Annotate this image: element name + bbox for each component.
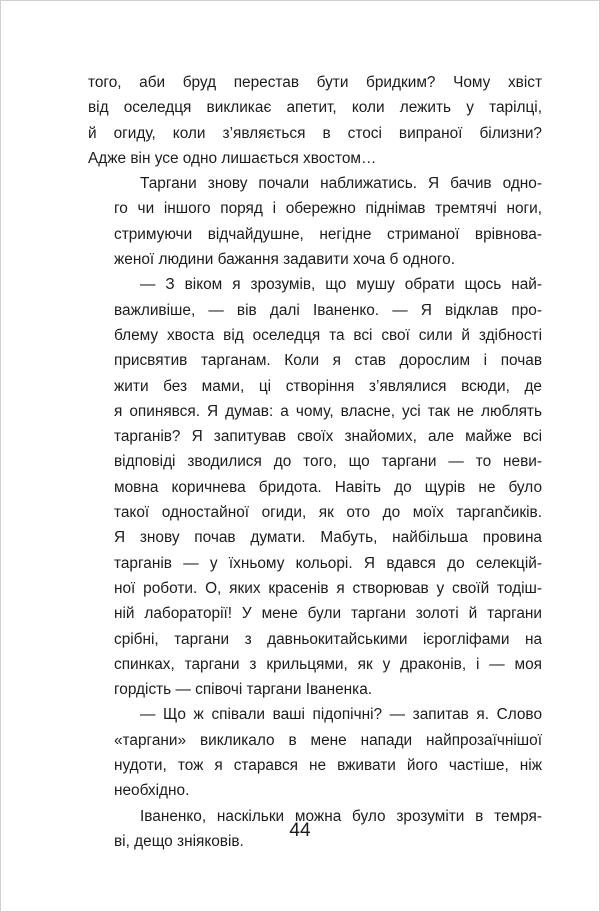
text-line: присвятив тарганам. Коли я став дорослим і почав xyxy=(114,352,542,370)
text-line: ній лабораторії! У мене були таргани золоті й таргани xyxy=(114,605,542,623)
text-line: нудоти, тож я старався не вживати його частіше, ніж xyxy=(114,757,542,775)
text-line: того, аби бруд перестав бути бридким? Чому хвіст xyxy=(88,74,542,91)
text-line: «таргани» викликало в мене напади найпрозаїчнішої xyxy=(114,731,542,749)
text-line: тарганів — у їхньому кольорі. Я вдався до селекцій- xyxy=(114,554,542,572)
paragraph-2 xyxy=(88,171,542,272)
text-line: Я знову почав думати. Мабуть, найбільша провина xyxy=(114,529,542,547)
paragraph-4 xyxy=(88,702,542,803)
text-line: я опинявся. Я думав: а чому, власне, усі так не люблять xyxy=(114,402,542,420)
text-line: й огиду, коли з’являється в стосі випраної білизни? xyxy=(88,124,542,142)
text-line: — З віком я зрозумів, що мушу обрати щось най- xyxy=(140,276,542,294)
text-line: Таргани знову почали наближатись. Я бачив одно- xyxy=(140,175,542,193)
paragraph-3 xyxy=(88,272,542,702)
text-line: мовна коричнева бридота. Навіть до щурів не було xyxy=(114,478,542,496)
text-line: важливіше, — вів далі Іваненко. — Я відклав про- xyxy=(114,301,542,319)
text-line: стримуючи відчайдушне, негідне стриманої врівнова- xyxy=(114,225,542,243)
paragraph-1 xyxy=(88,70,542,171)
text-line: — Що ж співали ваші підопічні? — запитав я. Слово xyxy=(140,706,542,724)
text-line: Іваненко, наскільки можна було зрозуміти в темря- xyxy=(140,807,542,825)
text-line: такої одностайної огиди, як ото до моїх таргančиків. xyxy=(114,504,542,522)
text-line: необхідно. xyxy=(114,782,190,800)
text-line: го чи іншого поряд і обережно піднімав тремтячі ноги, xyxy=(114,200,542,218)
text-line: від оселедця викликає апетит, коли лежить у тарілці, xyxy=(88,99,542,117)
page-body xyxy=(88,70,542,854)
text-line: тарганів? Я запитував своїх знайомих, але майже всі xyxy=(114,428,542,446)
text-line: спинках, таргани з крильцями, як у драконів, і — моя xyxy=(114,655,542,673)
text-line: Адже він усе одно лишається хвостом… xyxy=(88,149,377,167)
text-line: ві, дещо зніяковів. xyxy=(114,832,244,850)
text-line: женої людини бажання задавити хоча б одного. xyxy=(114,251,455,269)
text-line: срібні, таргани з давньокитайськими ієрогліфами на xyxy=(114,630,542,648)
text-line: гордість — співочі таргани Іваненка. xyxy=(114,681,373,699)
page-number: 44 xyxy=(289,820,311,841)
text-line: відповіді зводилися до того, що таргани — то неви- xyxy=(114,453,542,471)
text-line: жити без мами, ці створіння з’являлися всюди, де xyxy=(114,377,542,395)
text-line: ної роботи. О, яких красенів я створював у своїй тодіш- xyxy=(114,579,542,597)
text-line: блему хвоста від оселедця та всі свої сили й здібності xyxy=(114,326,542,344)
